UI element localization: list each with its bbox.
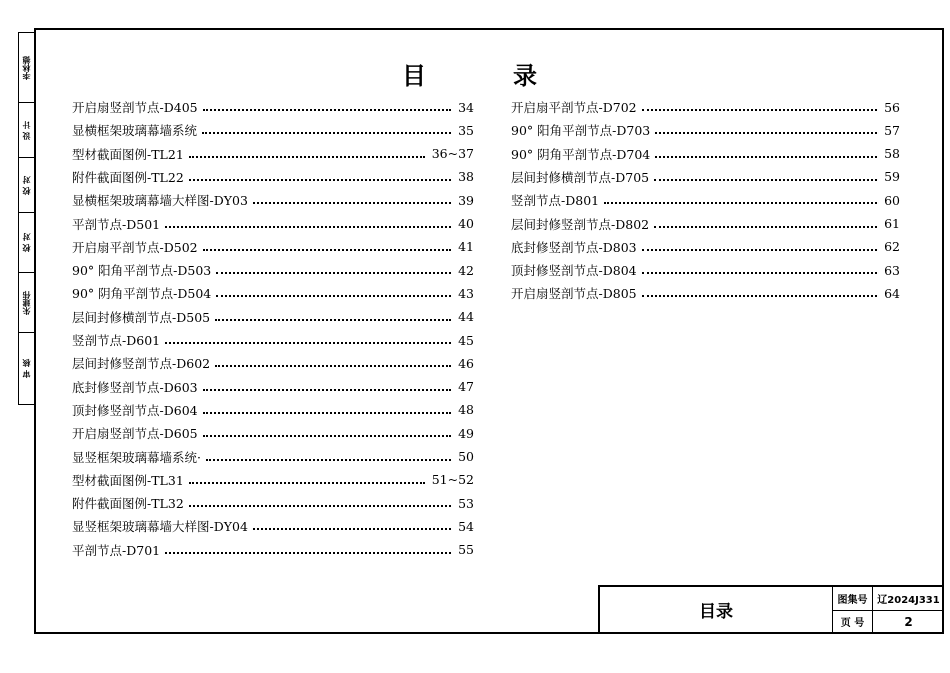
toc-entry-page: 55 bbox=[458, 542, 474, 558]
toc-entry-page: 39 bbox=[458, 192, 474, 208]
page-title-left: 目 bbox=[402, 62, 426, 90]
toc-entry-page: 53 bbox=[458, 495, 474, 511]
toc-entry-title: 显竖框架玻璃幕墙系统· bbox=[72, 449, 201, 465]
toc-entry-title: 层间封修竖剖节点-D602 bbox=[72, 356, 211, 372]
toc-leader-dots bbox=[189, 179, 451, 181]
toc-entry-page: 45 bbox=[458, 332, 474, 348]
sidebar-label: 校 对 bbox=[22, 175, 31, 195]
toc-leader-dots bbox=[216, 295, 451, 297]
toc-entry-page: 51~52 bbox=[431, 472, 474, 488]
sidebar-label: 审 核 bbox=[22, 359, 31, 378]
toc-entry bbox=[72, 283, 474, 303]
toc-entry bbox=[72, 190, 474, 210]
toc-leader-dots bbox=[642, 272, 877, 274]
toc-entry-title: 平剖节点-D701 bbox=[72, 542, 161, 558]
toc-entry-page: 36~37 bbox=[431, 146, 474, 162]
toc-entry-title: 90° 阴角平剖节点-D504 bbox=[72, 286, 212, 302]
atlas-number-label: 图集号 bbox=[837, 595, 868, 606]
toc-entry-page: 49 bbox=[458, 425, 474, 441]
toc-entry-title: 开启扇竖剖节点-D405 bbox=[72, 100, 198, 115]
toc-entry bbox=[72, 120, 474, 140]
toc-entry-title: 型材截面图例-TL31 bbox=[72, 472, 184, 488]
toc-entry-title: 竖剖节点-D601 bbox=[72, 333, 161, 348]
toc-entry-page: 57 bbox=[884, 122, 900, 138]
sidebar-cell bbox=[19, 103, 34, 158]
toc-entry-page: 61 bbox=[884, 216, 900, 231]
toc-entry bbox=[72, 307, 474, 327]
toc-entry-title: 90° 阳角平剖节点-D503 bbox=[72, 263, 212, 279]
toc-leader-dots bbox=[189, 505, 451, 507]
toc-entry-page: 63 bbox=[884, 262, 900, 278]
toc-entry-title: 顶封修竖剖节点-D604 bbox=[72, 402, 198, 418]
toc-leader-dots bbox=[655, 156, 877, 158]
toc-entry-title: 显横框架玻璃幕墙系统 bbox=[72, 123, 198, 139]
toc-entry-title: 底封修竖剖节点-D803 bbox=[511, 239, 637, 255]
toc-entry-page: 54 bbox=[458, 518, 474, 534]
toc-entry-title: 层间封修横剖节点-D705 bbox=[511, 169, 650, 185]
sidebar-signature-column bbox=[18, 32, 35, 405]
toc-entry-title: 显横框架玻璃幕墙大样图-DY03 bbox=[72, 193, 248, 209]
toc-leader-dots bbox=[654, 179, 877, 181]
toc-entry-page: 41 bbox=[458, 239, 474, 255]
toc-entry bbox=[511, 97, 900, 117]
page-number-value: 2 bbox=[904, 614, 913, 629]
toc-entry-title: 开启扇平剖节点-D502 bbox=[72, 239, 198, 255]
toc-entry bbox=[72, 447, 474, 467]
title-block bbox=[598, 585, 944, 634]
sidebar-label: 校 对 bbox=[22, 233, 31, 252]
toc-entry-title: 附件截面图例-TL32 bbox=[72, 496, 184, 512]
toc-entry-page: 46 bbox=[458, 355, 474, 371]
toc-entry bbox=[72, 97, 474, 117]
toc-entry bbox=[72, 493, 474, 513]
toc-entry-page: 43 bbox=[458, 285, 474, 301]
toc-entry-page: 44 bbox=[458, 309, 474, 325]
toc-leader-dots bbox=[642, 109, 877, 111]
toc-leader-dots bbox=[642, 249, 877, 251]
toc-entry-title: 开启扇竖剖节点-D605 bbox=[72, 426, 198, 442]
sidebar-cell bbox=[19, 333, 34, 404]
toc-leader-dots bbox=[604, 202, 877, 204]
toc-entry-title: 顶封修竖剖节点-D804 bbox=[511, 263, 637, 279]
toc-entry-title: 平剖节点-D501 bbox=[72, 216, 161, 232]
toc-entry bbox=[72, 214, 474, 234]
toc-leader-dots bbox=[642, 295, 877, 297]
toc-leader-dots bbox=[189, 482, 425, 484]
title-block-title: 目录 bbox=[699, 602, 733, 622]
toc-entry-page: 48 bbox=[458, 402, 474, 418]
toc-entry bbox=[511, 260, 900, 280]
toc-entry-page: 59 bbox=[884, 169, 900, 185]
toc-leader-dots bbox=[165, 226, 451, 228]
toc-entry-page: 50 bbox=[458, 449, 474, 464]
sidebar-cell bbox=[19, 273, 34, 333]
toc-entry-title: 开启扇竖剖节点-D805 bbox=[511, 286, 637, 302]
toc-leader-dots bbox=[253, 528, 451, 530]
toc-entry bbox=[72, 353, 474, 373]
toc-entry bbox=[72, 167, 474, 187]
toc-entry-title: 底封修竖剖节点-D603 bbox=[72, 379, 198, 395]
toc-leader-dots bbox=[165, 552, 451, 554]
toc-entry bbox=[72, 144, 474, 164]
toc-leader-dots bbox=[206, 459, 451, 461]
toc-entry bbox=[72, 423, 474, 443]
toc-entry-title: 90° 阴角平剖节点-D704 bbox=[511, 146, 651, 162]
sidebar-label: 设 计 bbox=[22, 120, 31, 140]
toc-leader-dots bbox=[165, 342, 451, 344]
toc-entry bbox=[511, 283, 900, 303]
sidebar-label: 朱建伟 bbox=[22, 290, 31, 315]
toc-entry bbox=[72, 330, 474, 350]
toc-entry bbox=[72, 540, 474, 560]
toc-entry-title: 层间封修竖剖节点-D802 bbox=[511, 216, 650, 232]
toc-entry bbox=[511, 167, 900, 187]
toc-entry-page: 34 bbox=[458, 99, 474, 115]
sidebar-label: 李林德 bbox=[22, 55, 31, 80]
page-title-right: 录 bbox=[513, 62, 537, 90]
toc-entry bbox=[72, 516, 474, 536]
atlas-number-value: 辽2024J331 bbox=[877, 595, 940, 606]
toc-entry bbox=[72, 470, 474, 490]
toc-entry bbox=[72, 377, 474, 397]
toc-entry-page: 64 bbox=[884, 285, 900, 301]
toc-leader-dots bbox=[215, 319, 451, 321]
toc-leader-dots bbox=[655, 132, 877, 134]
toc-entry bbox=[72, 400, 474, 420]
toc-entry bbox=[511, 120, 900, 140]
toc-entry-page: 35 bbox=[458, 122, 474, 138]
toc-entry-title: 竖剖节点-D801 bbox=[511, 193, 600, 209]
toc-entry bbox=[72, 260, 474, 280]
toc-entry bbox=[511, 190, 900, 210]
toc-entry-page: 58 bbox=[884, 146, 900, 162]
toc-leader-dots bbox=[189, 156, 425, 158]
toc-leader-dots bbox=[202, 132, 451, 134]
toc-entry-page: 60 bbox=[884, 192, 900, 208]
toc-leader-dots bbox=[203, 389, 451, 391]
toc-entry-title: 90° 阳角平剖节点-D703 bbox=[511, 123, 651, 139]
toc-entry bbox=[72, 237, 474, 257]
toc-entry-title: 显竖框架玻璃幕墙大样图-DY04 bbox=[72, 519, 248, 535]
toc-entry-title: 开启扇平剖节点-D702 bbox=[511, 100, 637, 115]
page-number-label: 页 号 bbox=[840, 618, 865, 629]
toc-leader-dots bbox=[216, 272, 451, 274]
toc-leader-dots bbox=[215, 365, 451, 367]
toc-leader-dots bbox=[203, 412, 451, 414]
toc-entry-page: 40 bbox=[458, 216, 474, 231]
toc-leader-dots bbox=[203, 249, 451, 251]
sidebar-cell bbox=[19, 213, 34, 273]
toc-entry-title: 型材截面图例-TL21 bbox=[72, 146, 184, 162]
toc-entry-page: 47 bbox=[458, 379, 474, 395]
toc-entry-page: 56 bbox=[884, 99, 900, 115]
toc-entry-title: 附件截面图例-TL22 bbox=[72, 169, 184, 185]
toc-entry-page: 62 bbox=[884, 239, 900, 255]
toc-entry bbox=[511, 214, 900, 234]
toc-leader-dots bbox=[654, 226, 877, 228]
toc-entry-page: 38 bbox=[458, 169, 474, 185]
toc-entry-title: 层间封修横剖节点-D505 bbox=[72, 309, 211, 325]
sidebar-cell bbox=[19, 158, 34, 213]
toc-leader-dots bbox=[203, 435, 451, 437]
toc-entry-page: 42 bbox=[458, 262, 474, 278]
toc-entry bbox=[511, 237, 900, 257]
toc-leader-dots bbox=[253, 202, 451, 204]
sidebar-cell bbox=[19, 33, 34, 103]
toc-leader-dots bbox=[203, 109, 451, 111]
toc-entry bbox=[511, 144, 900, 164]
